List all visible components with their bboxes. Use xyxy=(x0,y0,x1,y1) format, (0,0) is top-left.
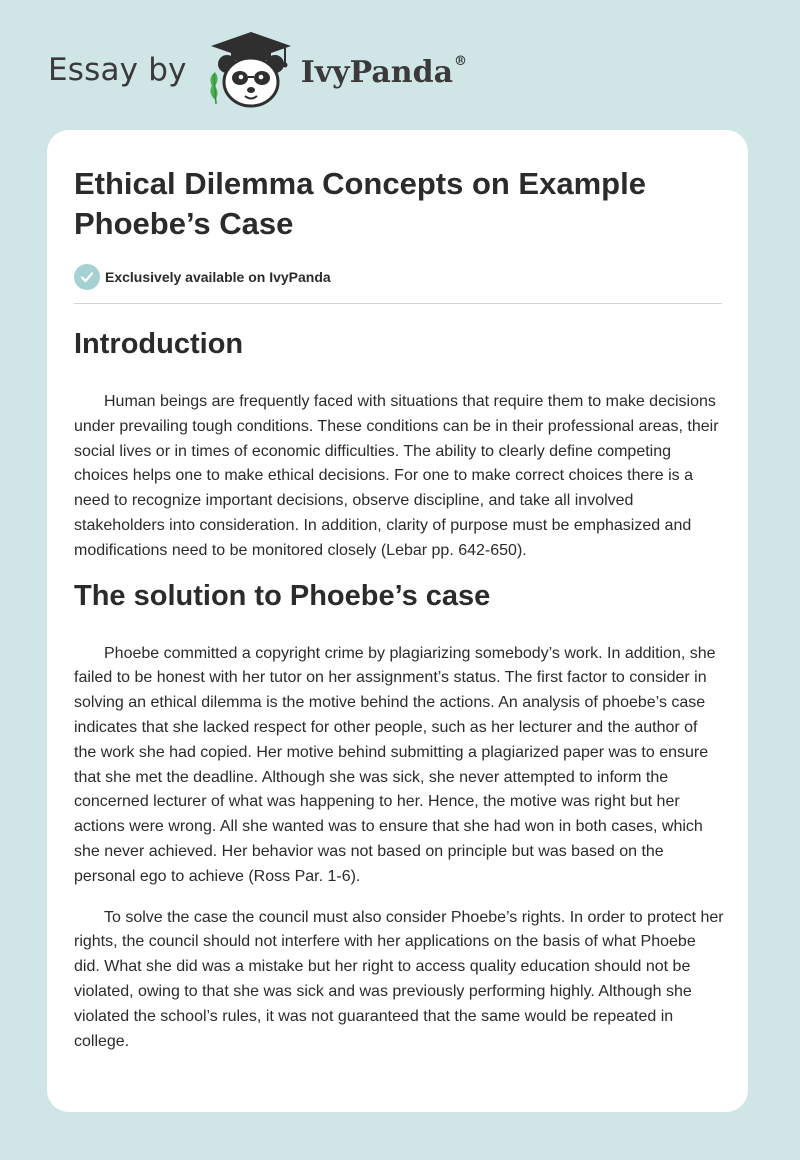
section-heading-introduction: Introduction xyxy=(74,328,244,360)
exclusive-badge xyxy=(74,263,722,291)
paragraph: Phoebe committed a copyright crime by plagiarizing somebody’s work. In addition, she failed to be honest with her tutor on her assignment’s status. The first factor to consider in solving an ethical dilemma is the motive behind the actions. An analysis of phoebe’s case indicates that she lacked respect for other people, such as her lecturer and the author of the work she had copied. Her motive behind submitting a plagiarized paper was to ensure that she met the deadline. Although she was sick, she never attempted to inform the concerned lecturer of what was happening to her. Hence, the motive was right but her actions were wrong. All she wanted was to ensure that she had won in both cases, which she never achieved. Her behavior was not based on principle but was based on the personal ego to achieve (Ross Par. 1-6). xyxy=(74,644,716,885)
paragraph: Human beings are frequently faced with situations that require them to make decisions under prevailing tough conditions. These conditions can be in their professional areas, their social lives or in times of economic difficulties. The ability to clearly define competing choices helps one to make ethical decisions. For one to make correct choices there is a need to recognize important decisions, observe discipline, and take all involved stakeholders into consideration. In addition, clarity of purpose must be emphasized and modifications need to be monitored closely (Lebar pp. 642-650). xyxy=(74,393,719,559)
article-title: Ethical Dilemma Concepts on Example Phoebe’s Case xyxy=(74,166,646,241)
site-header xyxy=(48,30,467,110)
article-card xyxy=(47,130,748,1112)
section-heading-solution: The solution to Phoebe’s case xyxy=(74,579,491,612)
badge-text: Exclusively available on IvyPanda xyxy=(105,269,331,285)
essay-by-label: Essay by xyxy=(48,52,187,88)
registered-mark: ® xyxy=(454,53,468,69)
brand-name[interactable]: IvyPanda® xyxy=(300,53,468,90)
paragraph: To solve the case the council must also consider Phoebe’s rights. In order to protect her rights, the council should not interfere with her applications on the basis of what Phoebe did. What she did was a mistake but her right to access quality education should not be violated, owing to that she was sick and was previously performing highly. Although she violated the school’s rules, it was not guaranteed that the same would be repeated in college. xyxy=(74,908,724,1050)
panda-graduate-logo-icon[interactable] xyxy=(205,30,297,110)
check-circle-icon xyxy=(74,264,100,290)
divider xyxy=(74,303,722,304)
